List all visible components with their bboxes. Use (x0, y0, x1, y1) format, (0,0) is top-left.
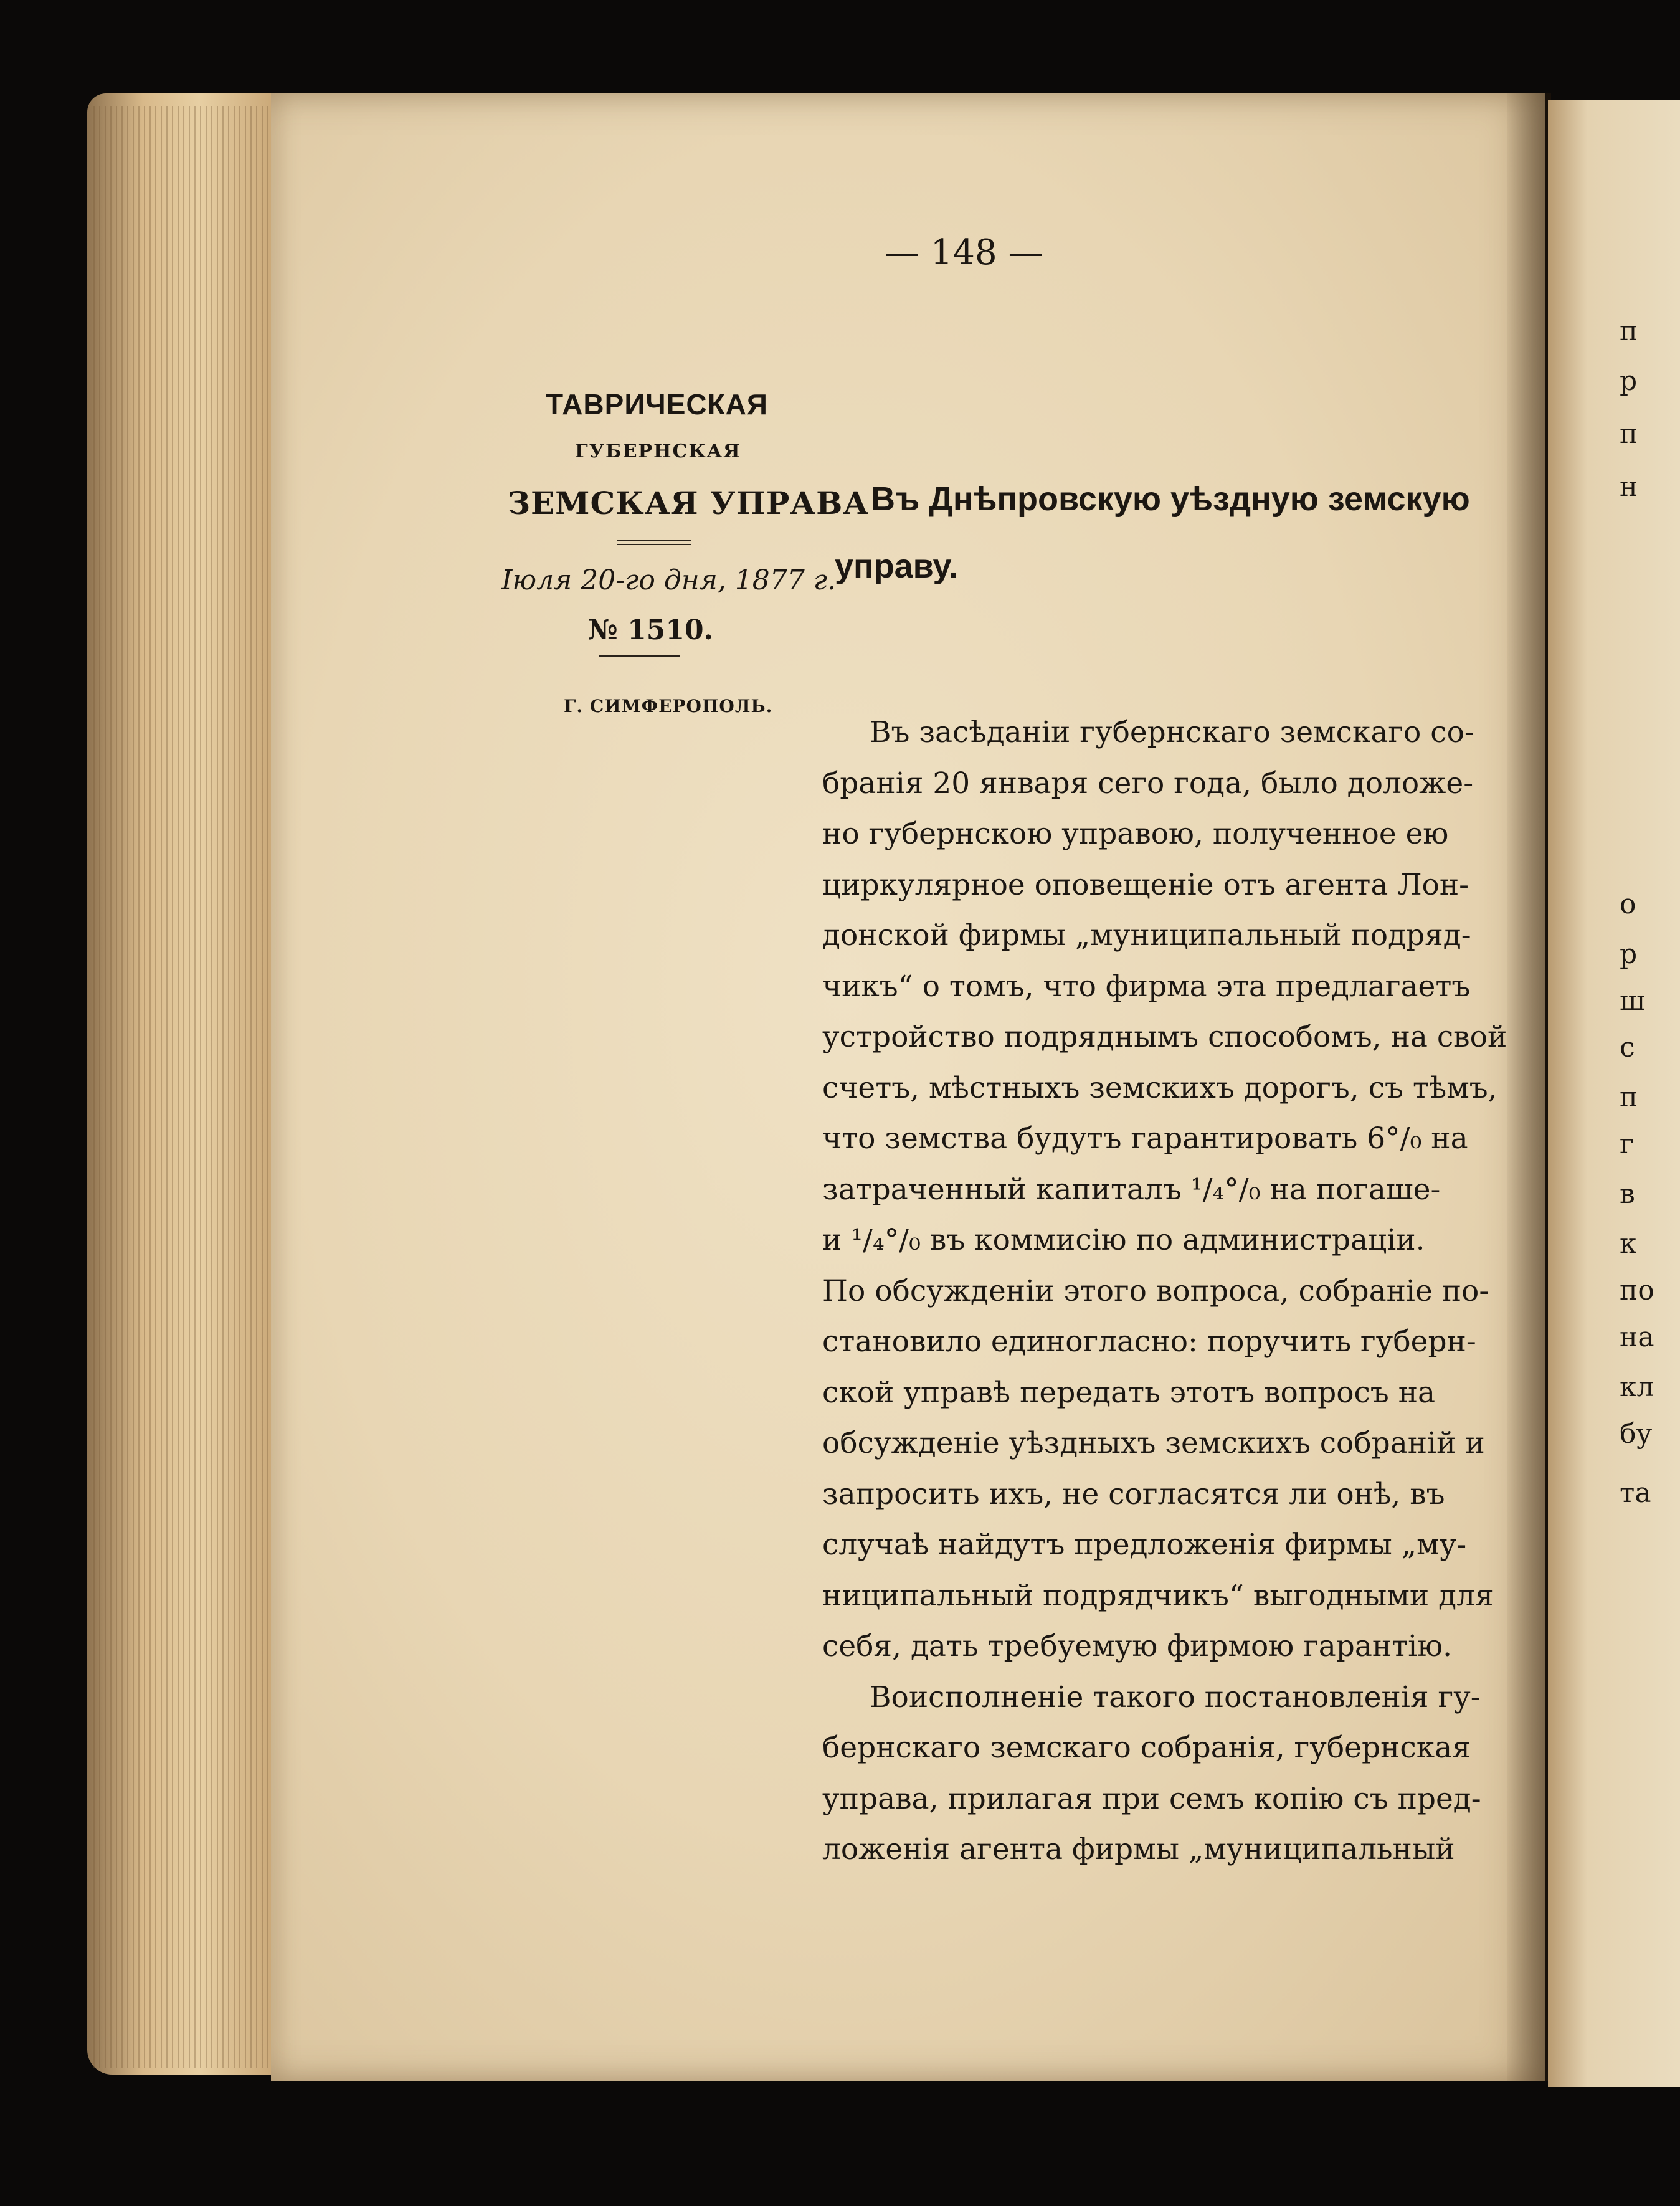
body-line: управа, прилагая при семъ копію съ пред- (822, 1781, 1481, 1816)
body-line: ской управѣ передать этотъ вопросъ на (822, 1375, 1436, 1410)
body-line: Воисполненіе такого постановленія гу- (870, 1680, 1481, 1714)
letter-date: Іюля 20-го дня, 1877 г. (501, 564, 836, 596)
body-line: себя, дать требуемую фирмою гарантію. (822, 1629, 1453, 1663)
letter-number: № 1510. (588, 614, 713, 646)
facing-page-fragment: г (1620, 1128, 1635, 1160)
facing-page-fragment: к (1620, 1228, 1637, 1260)
page-stack-lines (93, 106, 271, 2068)
body-line: запросить ихъ, не согласятся ли онѣ, въ (822, 1476, 1445, 1511)
sender-org-line-2: ГУБЕРНСКАЯ (575, 440, 741, 462)
double-rule-top (617, 540, 691, 541)
facing-page-fragment: кл (1620, 1371, 1654, 1403)
page-number: — 148 — (885, 232, 1043, 273)
sender-org-line-3: ЗЕМСКАЯ УПРАВА (508, 485, 870, 521)
facing-page-fragment: р (1620, 365, 1638, 397)
number-rule (599, 655, 680, 657)
facing-page-fragment: та (1620, 1477, 1651, 1509)
facing-page (1548, 100, 1680, 2087)
facing-page-fragment: п (1620, 315, 1638, 347)
body-line: ниципальный подрядчикъ“ выгодными для (822, 1578, 1494, 1613)
facing-page-fragment: с (1620, 1032, 1635, 1063)
addressee-line-1: Въ Днѣпровскую уѣздную земскую (871, 480, 1470, 518)
body-line: бернскаго земскаго собранія, губернская (822, 1731, 1471, 1765)
body-line: донской фирмы „муниципальный подряд- (822, 918, 1471, 953)
facing-page-fragment: о (1620, 888, 1636, 920)
addressee-line-2: управу. (835, 548, 958, 585)
body-line: бранія 20 января сего года, было доложе- (822, 766, 1474, 801)
body-line: и ¹/₄°/₀ въ коммисію по администраціи. (822, 1223, 1425, 1257)
body-line: счетъ, мѣстныхъ земскихъ дорогъ, съ тѣмъ, (822, 1070, 1497, 1105)
facing-page-fragment: п (1620, 1082, 1638, 1113)
facing-page-fragment: в (1620, 1178, 1635, 1210)
body-line: затраченный капиталъ ¹/₄°/₀ на погаше- (822, 1172, 1441, 1207)
sender-city: Г. СИМФЕРОПОЛЬ. (564, 696, 773, 716)
body-line: случаѣ найдутъ предложенія фирмы „му- (822, 1528, 1467, 1562)
body-line: обсужденіе уѣздныхъ земскихъ собраній и (822, 1426, 1485, 1460)
facing-page-fragment: по (1620, 1275, 1654, 1306)
double-rule-bottom (617, 544, 691, 545)
facing-page-fragment: п (1620, 418, 1638, 450)
facing-page-fragment: р (1620, 938, 1638, 970)
facing-page-fragment: на (1620, 1321, 1654, 1353)
body-line: ложенія агента фирмы „муниципальный (822, 1832, 1455, 1866)
facing-page-fragment: н (1620, 471, 1638, 503)
body-line: По обсужденіи этого вопроса, собраніе по- (822, 1273, 1489, 1308)
sender-org-line-1: ТАВРИЧЕСКАЯ (546, 388, 768, 421)
book-gutter (1507, 93, 1551, 2081)
body-line: устройство подряднымъ способомъ, на свой (822, 1020, 1507, 1054)
body-line: что земства будутъ гарантировать 6°/₀ на (822, 1121, 1468, 1156)
body-line: циркулярное оповещеніе отъ агента Лон- (822, 867, 1469, 902)
body-line: но губернскою управою, полученное ею (822, 817, 1449, 851)
body-line: становило единогласно: поручить губерн- (822, 1324, 1476, 1359)
facing-page-fragment: ш (1620, 985, 1645, 1017)
body-line: Въ засѣданіи губернскаго земскаго со- (870, 715, 1474, 749)
facing-page-fragment: бу (1620, 1418, 1653, 1450)
body-line: чикъ“ о томъ, что фирма эта предлагаетъ (822, 969, 1471, 1004)
